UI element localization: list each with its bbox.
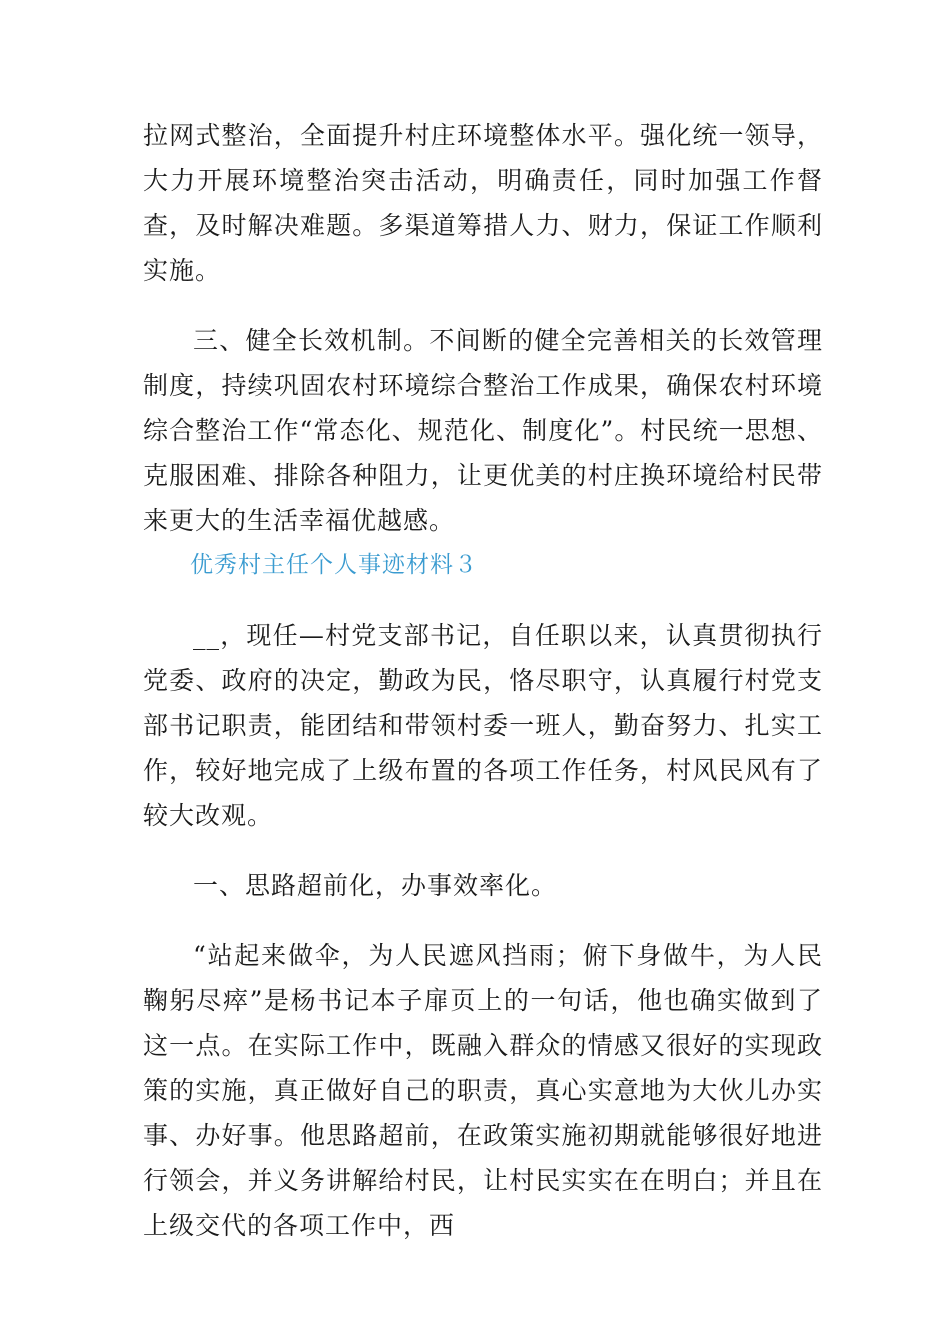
paragraph-environment-rectification: 拉网式整治，全面提升村庄环境整体水平。强化统一领导，大力开展环境整治突击活动，明确责任，同时加强工作督查，及时解决难题。多渠道筹措人力、财力，保证工作顺利实施。: [143, 121, 823, 285]
document-body: [143, 113, 823, 1248]
paragraph-quote: “站起来做伞，为人民遮风挡雨；俯下身做牛，为人民鞠躬尽瘁”是杨书记本子扉页上的一句话，他也确实做到了这一点。在实际工作中，既融入群众的情感又很好的实现政策的实施，真正做好自己的职责，真心实意地为大伙儿办实事、办好事。他思路超前，在政策实施初期就能够很好地进行领会，并义务讲解给村民，让村民实实在在明白；并且在上级交代的各项工作中，西: [143, 941, 823, 1240]
paragraph-long-term-mechanism: 三、健全长效机制。不间断的健全完善相关的长效管理制度，持续巩固农村环境综合整治工作成果，确保农村环境综合整治工作“常态化、规范化、制度化”。村民统一思想、克服困难、排除各种阻力，让更优美的村庄换环境给村民带来更大的生活幸福优越感。: [143, 326, 823, 535]
paragraph-subheading: 一、思路超前化，办事效率化。: [193, 871, 558, 900]
paragraph-introduction: __，现任—村党支部书记，自任职以来，认真贯彻执行党委、政府的决定，勤政为民，恪尽职守，认真履行村党支部书记职责，能团结和带领村委一班人，勤奋努力、扎实工作，较好地完成了上级布置的各项工作任务，村风民风有了较大改观。: [143, 621, 823, 830]
section-heading: 优秀村主任个人事迹材料３: [190, 552, 478, 578]
